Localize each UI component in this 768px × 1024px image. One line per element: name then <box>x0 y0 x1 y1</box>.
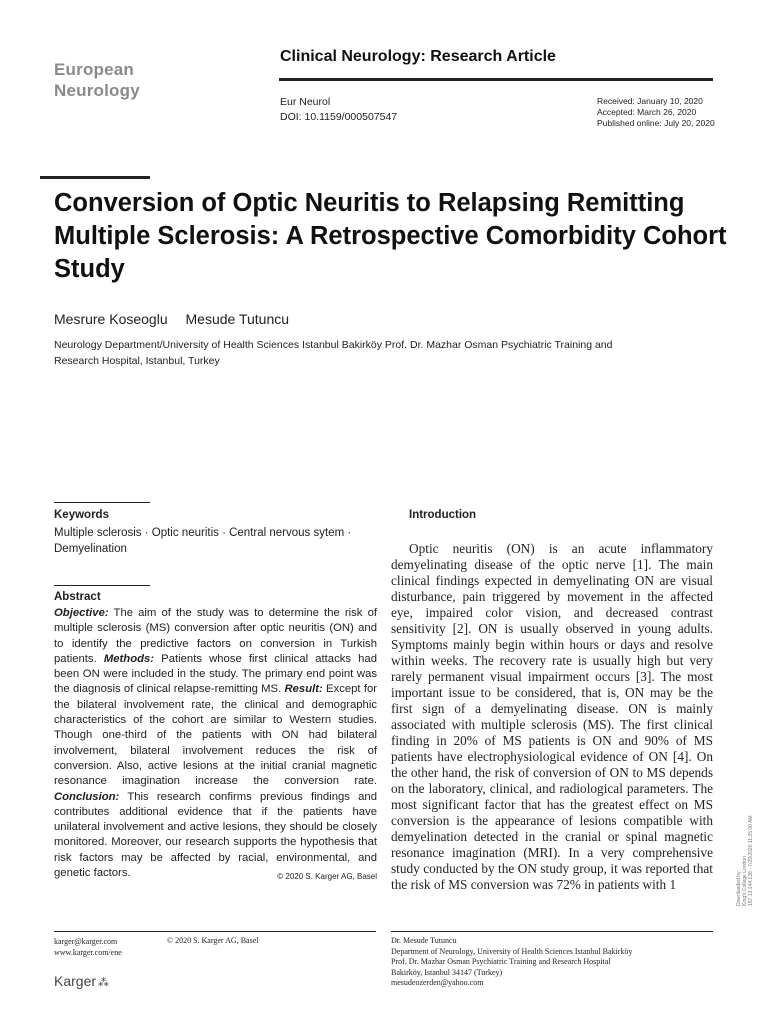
result-label: Result: <box>284 683 323 696</box>
conclusion-text: This research confirms previous findings and contributes additional evidence that if the patients have unilateral involvement and active lesions, they should be closely monitored. Moreover, our research supports the hypothesis that risk factors may be affected by racial, environmental, and genetic factors. <box>54 790 377 880</box>
published-date: Published online: July 20, 2020 <box>597 118 715 128</box>
accepted-date: Accepted: March 26, 2020 <box>597 107 697 117</box>
publisher-name: Karger <box>54 973 97 989</box>
abstract-heading: Abstract <box>54 591 101 603</box>
result-text: Except for the bilateral involvement rate, the clinical and demographic characteristics of the cohort are similar to Western studies. Though one-third of the patients with ON had bilateral involvement, bilateral involvement reduces the risk of conversion. Also, active lesions at the initial cranial magnetic resonance imagination increase the conversion rate. <box>54 683 378 788</box>
corr-hospital: Prof. Dr. Mazhar Osman Psychiatric Training and Research Hospital <box>391 957 611 966</box>
keywords-text: Multiple sclerosis · Optic neuritis · Central nervous sytem · Demyelination <box>54 527 352 555</box>
footer-rule-right <box>391 931 713 932</box>
introduction-text: Optic neuritis (ON) is an acute inflammatory demyelinating disease of the optic nerve [1]. The main clinical findings expected in demyelinating ON are visual disturbance, pain triggered by movement in the affected eye, impaired color vision, and decreased contrast sensitivity [2]. ON is usually observed in young adults. Symptoms mainly begin within hours or days and resolve within weeks. The recovery rate is usually high but very rarely permanent visual impairment occurs [3]. The most important issue to be considered, that is, ON may be the first sign of a demyelinating disease. ON is mainly associated with multiple sclerosis (MS). The first clinical finding in 20% of MS patients is ON and 90% of MS patients have electrophysiological evidence of ON [4]. On the other hand, the risk of conversion of ON to MS depends on the laboratory, clinical, and radiological parameters. The most significant factor that has the greatest effect on MS conversion is the appearance of lesions compatible with demyelination detected in the cranial or spinal magnetic resonance imagination (MRI). In a very comprehensive study conducted by the ON study group, it was reported that the risk of MS conversion was 72% in patients with 1 <box>391 541 713 892</box>
objective-text: The aim of the study was to determine the risk of multiple sclerosis (MS) conversion after optic neuritis (ON) and to identify the predictive factors on conversion in Turkish patients. <box>54 607 377 665</box>
correspondence-block <box>391 936 632 989</box>
methods-label: Methods: <box>103 652 155 665</box>
affiliation: Neurology Department/University of Health Sciences Istanbul Bakirköy Prof. Dr. Mazhar Osman Psychiatric Training and Research Hospital, Istanbul, Turkey <box>54 339 613 367</box>
introduction-heading: Introduction <box>409 509 477 521</box>
corr-address: Bakirköy, Istanbul 34147 (Turkey) <box>391 967 503 977</box>
abstract-copyright: © 2020 S. Karger AG, Basel <box>277 872 377 882</box>
corr-name: Dr. Mesude Tutuncu <box>391 936 457 945</box>
corr-dept: Department of Neurology, University of Health Sciences Istanbul Bakirköy <box>391 946 633 956</box>
methods-text: Patients whose first clinical attacks had been ON were included in the study. The primary end point was the diagnosis of clinical relapse-remitting MS. <box>54 652 377 696</box>
publisher-contact <box>54 936 122 958</box>
publisher-website[interactable]: www.karger.com/ene <box>54 948 122 957</box>
corr-email[interactable]: mesudeozerden@yahoo.com <box>391 978 484 987</box>
karger-mark-icon: ⁂ <box>98 977 110 989</box>
download-note: Downloaded by: King's College London 157.13.144.138 - 7/29/2020 11:25:00 AM <box>736 815 754 906</box>
title-rule <box>40 176 150 179</box>
conclusion-label: Conclusion: <box>54 790 120 803</box>
author-name[interactable]: Mesrure Koseoglu <box>54 311 168 327</box>
doi[interactable]: DOI: 10.1159/000507547 <box>280 111 398 123</box>
keywords-rule <box>54 502 150 503</box>
footer-copyright: © 2020 S. Karger AG, Basel <box>167 936 259 945</box>
article-title: Conversion of Optic Neuritis to Relapsing Remitting Multiple Sclerosis: A Retrospective Comorbidity Cohort Study <box>54 189 727 283</box>
journal-abbrev: Eur Neurol <box>280 96 331 108</box>
dates-block <box>597 96 715 129</box>
keywords-heading: Keywords <box>54 509 109 521</box>
abstract-rule <box>54 585 150 586</box>
author-list <box>54 311 303 327</box>
header-rule <box>279 78 713 81</box>
journal-name: European Neurology <box>54 60 140 100</box>
citation-block <box>280 95 397 125</box>
section-label: Clinical Neurology: Research Article <box>280 48 556 65</box>
author-name[interactable]: Mesude Tutuncu <box>185 311 290 327</box>
footer-rule-left <box>54 931 376 932</box>
objective-label: Objective: <box>54 607 109 619</box>
publisher-logo <box>54 973 109 989</box>
abstract-body <box>54 606 377 884</box>
received-date: Received: January 10, 2020 <box>597 96 703 106</box>
publisher-email[interactable]: karger@karger.com <box>54 937 118 946</box>
